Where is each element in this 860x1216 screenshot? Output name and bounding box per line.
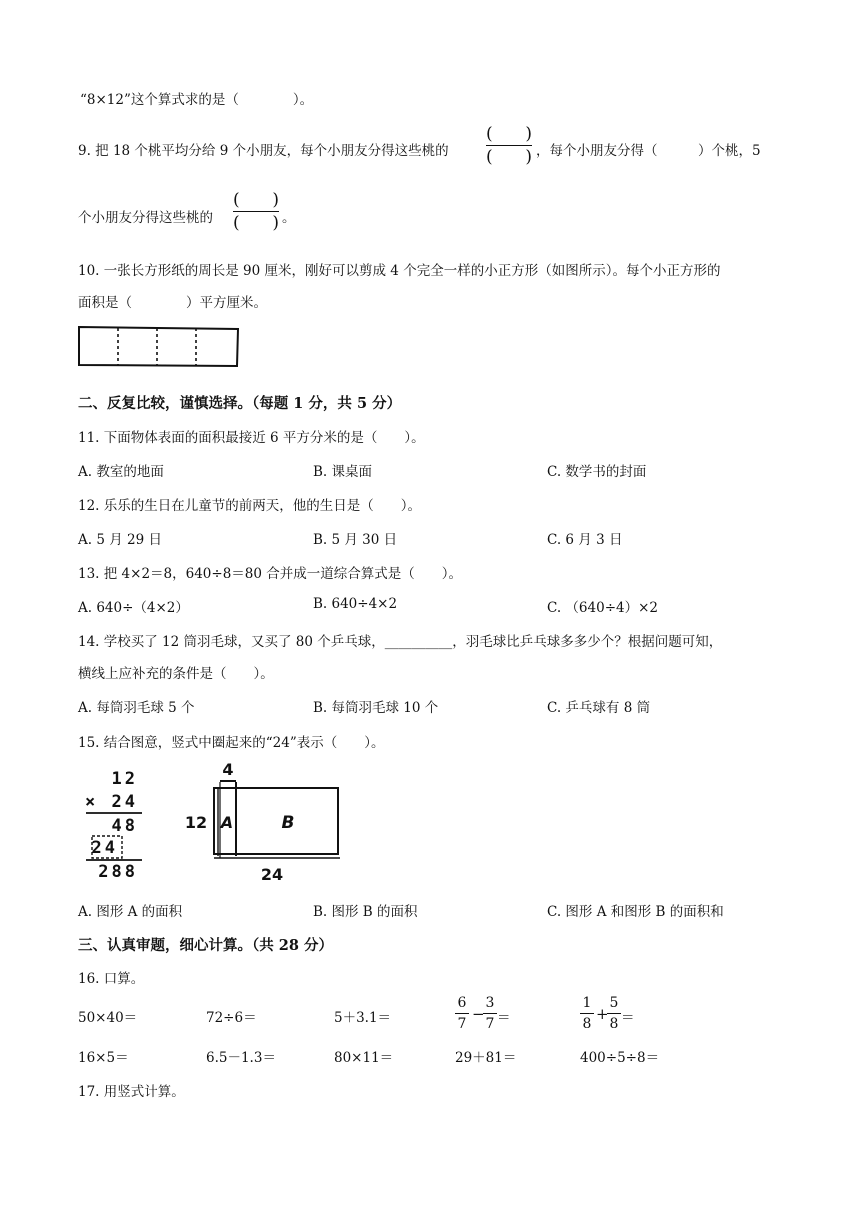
minus-sign: − — [472, 1005, 485, 1023]
q13-option-c[interactable]: C. （640÷4）×2 — [547, 600, 658, 616]
q14-option-a[interactable]: A. 每筒羽毛球 5 个 — [78, 700, 195, 716]
q9-fraction-blank-1: ( ) ( ) — [486, 124, 532, 167]
q15-area-figure — [184, 760, 344, 886]
fraction-1-8: 1 8 — [580, 995, 594, 1032]
q11-text: 11. 下面物体表面的面积最接近 6 平方分米的是（ ）。 — [78, 430, 425, 446]
fraction-5-8: 5 8 — [607, 995, 621, 1032]
q10-text-a: 10. 一张长方形纸的周长是 90 厘米，刚好可以剪成 4 个完全一样的小正方形（如图所示）。每个小正方形的 — [78, 263, 721, 279]
mult-top-number: 12 — [111, 769, 138, 789]
calc-10: 400÷5÷8＝ — [580, 1050, 660, 1066]
q10-text-b: 面积是（ ）平方厘米。 — [78, 295, 267, 311]
q9-text-a: 9. 把 18 个桃平均分给 9 个小朋友，每个小朋友分得这些桃的 — [78, 143, 449, 159]
q15-text: 15. 结合图意，竖式中圈起来的“24”表示（ ）。 — [78, 735, 385, 751]
fraction-6-7: 6 7 — [455, 995, 469, 1032]
q14-text-b: 横线上应补充的条件是（ ）。 — [78, 666, 274, 682]
q11-option-a[interactable]: A. 教室的地面 — [78, 464, 164, 480]
q17-text: 17. 用竖式计算。 — [78, 1084, 185, 1100]
q16-text: 16. 口算。 — [78, 971, 145, 987]
calc-4-equals: ＝ — [497, 1010, 511, 1026]
calc-3: 5＋3.1＝ — [334, 1010, 392, 1026]
q8-text: “8×12”这个算式求的是（ ）。 — [80, 92, 314, 108]
figure-label-top: 4 — [222, 760, 234, 779]
q11-option-b[interactable]: B. 课桌面 — [313, 464, 373, 480]
q15-vertical-multiplication — [80, 764, 160, 882]
q15-option-c[interactable]: C. 图形 A 和图形 B 的面积和 — [547, 904, 724, 920]
q15-option-b[interactable]: B. 图形 B 的面积 — [313, 904, 418, 920]
mult-product: 288 — [98, 862, 138, 882]
section-2-heading: 二、反复比较，谨慎选择。（每题 1 分，共 5 分） — [78, 395, 402, 412]
q13-option-a[interactable]: A. 640÷（4×2） — [78, 600, 189, 616]
calc-2: 72÷6＝ — [206, 1010, 257, 1026]
q15-option-a[interactable]: A. 图形 A 的面积 — [78, 904, 183, 920]
figure-label-a: A — [220, 813, 234, 832]
q10-rectangle-figure — [76, 323, 242, 371]
mult-partial-2: 24 — [91, 838, 118, 858]
plus-sign: + — [596, 1005, 609, 1023]
q14-option-b[interactable]: B. 每筒羽毛球 10 个 — [313, 700, 439, 716]
calc-7: 6.5－1.3＝ — [206, 1050, 276, 1066]
calc-6: 16×5＝ — [78, 1050, 129, 1066]
calc-5-equals: ＝ — [621, 1010, 635, 1026]
figure-label-bottom: 24 — [260, 865, 284, 884]
figure-label-left: 12 — [184, 813, 208, 832]
mult-second-line: × 24 — [85, 792, 138, 812]
q12-option-a[interactable]: A. 5 月 29 日 — [78, 532, 162, 548]
q12-text: 12. 乐乐的生日在儿童节的前两天，他的生日是（ ）。 — [78, 498, 422, 514]
q13-text: 13. 把 4×2＝8，640÷8＝80 合并成一道综合算式是（ ）。 — [78, 566, 463, 582]
q13-option-b[interactable]: B. 640÷4×2 — [313, 596, 398, 612]
section-3-heading: 三、认真审题，细心计算。（共 28 分） — [78, 937, 334, 954]
calc-1: 50×40＝ — [78, 1010, 138, 1026]
calc-9: 29＋81＝ — [455, 1050, 517, 1066]
q9-text-d: 。 — [282, 210, 296, 226]
calc-8: 80×11＝ — [334, 1050, 394, 1066]
mult-partial-1: 48 — [111, 816, 138, 836]
q12-option-c[interactable]: C. 6 月 3 日 — [547, 532, 623, 548]
q12-option-b[interactable]: B. 5 月 30 日 — [313, 532, 398, 548]
q9-text-c: 个小朋友分得这些桃的 — [78, 210, 213, 226]
fraction-3-7: 3 7 — [483, 995, 497, 1032]
figure-label-b: B — [281, 813, 295, 833]
q14-text-a: 14. 学校买了 12 筒羽毛球，又买了 80 个乒乓球，__________，羽毛球比乒乓球多多少个？根据问题可知， — [78, 634, 723, 650]
q14-option-c[interactable]: C. 乒乓球有 8 筒 — [547, 700, 651, 716]
q9-fraction-blank-2: ( ) ( ) — [233, 190, 279, 233]
q11-option-c[interactable]: C. 数学书的封面 — [547, 464, 647, 480]
q9-text-b: ，每个小朋友分得（ ）个桃，5 — [536, 143, 761, 159]
